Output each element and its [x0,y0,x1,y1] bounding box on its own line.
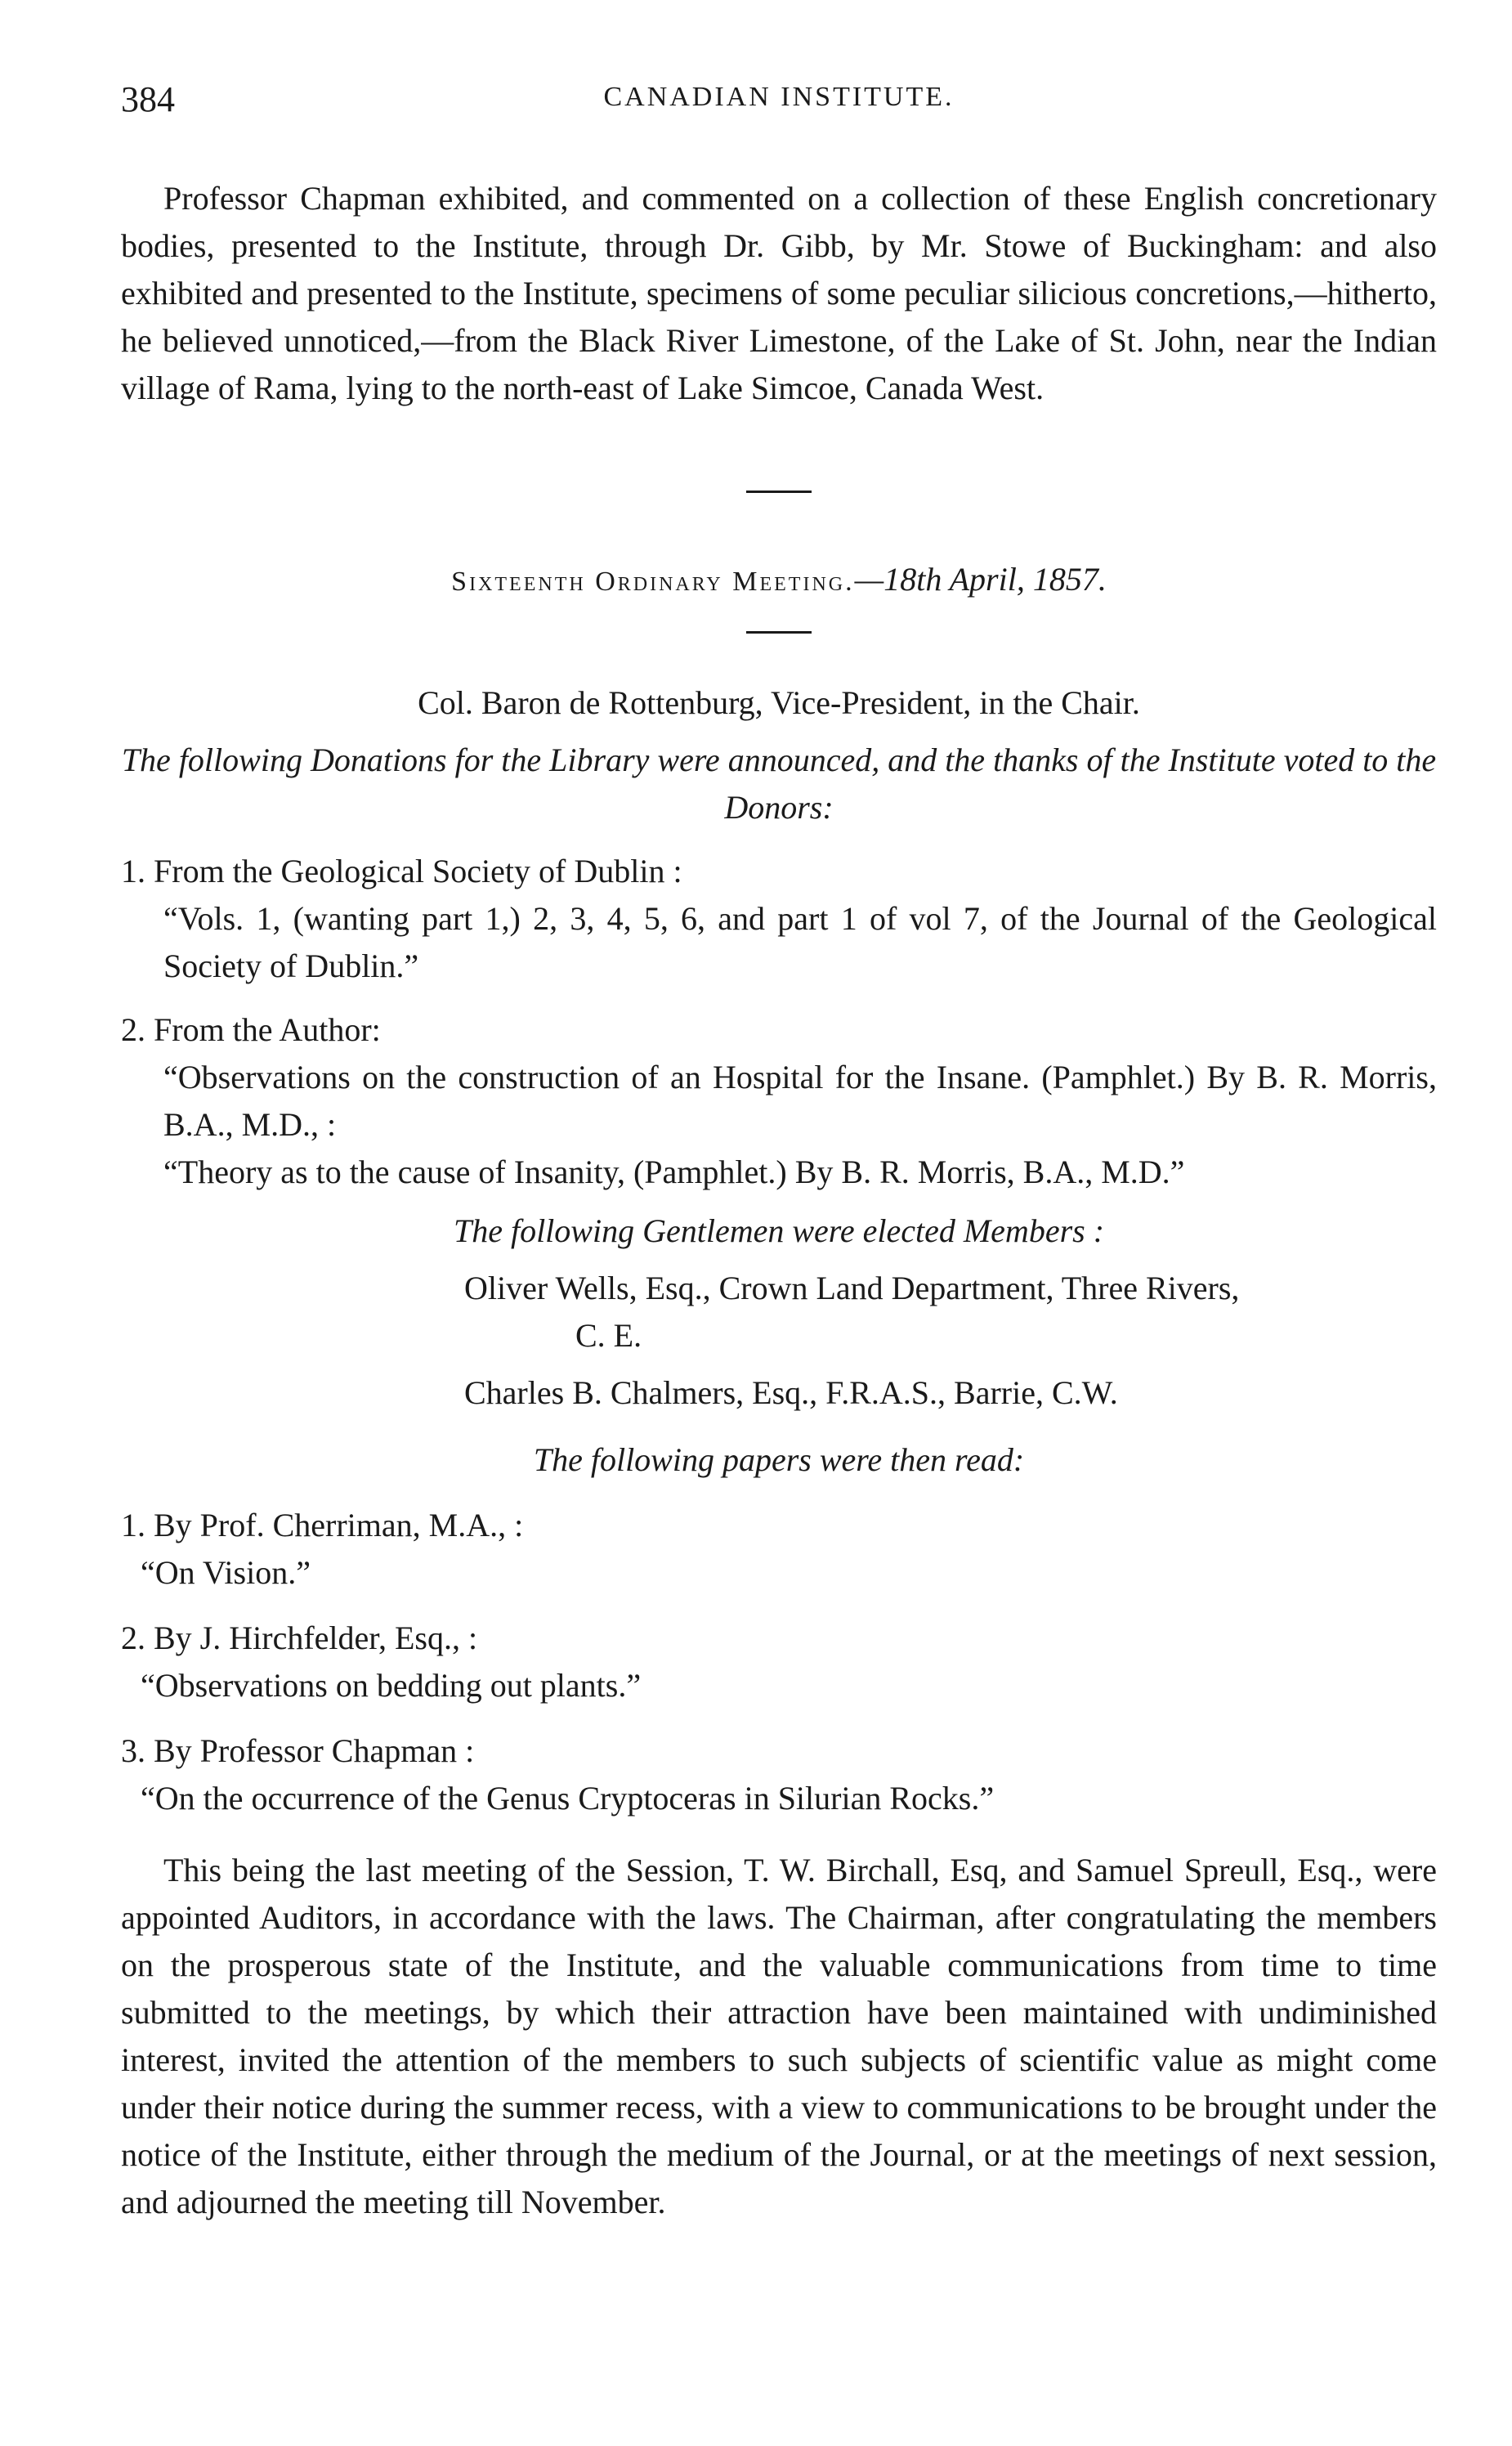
papers-intro: The following papers were then read: [533,1441,1025,1478]
paper-author-text: By Prof. Cherriman, M.A., : [154,1507,524,1543]
paper-number: 1. [121,1507,145,1543]
intro-paragraph: Professor Chapman exhibited, and commented on a collection of these English concretionary bodies, presented to the Institute, through Dr. Gibb, by Mr. Stowe of Buckingham: and also exhibited and presented to the Institute, specimens of some peculiar silicious concretions,—hitherto, he believed unnoticed,—from the Black River Limestone, of the Lake of St. John, near the Indian village of Rama, lying to the north-east of Lake Simcoe, Canada West. [121,180,1437,406]
members-intro: The following Gentlemen were elected Members : [453,1212,1105,1249]
donation-title: “Observations on the construction of an Hospital for the Insane. (Pamphlet.) By B. R. Morris, B.A., M.D., : [163,1059,1437,1143]
donations-intro: The following Donations for the Library were announced, and the thanks of the Institute voted to the Donors: [121,741,1437,826]
paper-item [121,1615,1437,1709]
paper-item [121,1502,1437,1597]
heading-divider [746,631,812,634]
donation-source-text: From the Geological Society of Dublin : [154,853,682,889]
paper-title: “On the occurrence of the Genus Cryptoceras in Silurian Rocks.” [141,1780,995,1817]
donation-source-text: From the Author: [154,1011,381,1048]
member-entry [464,1369,1437,1417]
paper-title: “On Vision.” [141,1554,311,1591]
meeting-date: —18th April, 1857. [854,561,1107,598]
chair-line: Col. Baron de Rottenburg, Vice-President, in the Chair. [418,684,1140,721]
paper-author-text: By J. Hirchfelder, Esq., : [154,1619,478,1656]
closing-paragraph: This being the last meeting of the Session, T. W. Birchall, Esq, and Samuel Spreull, Esq., were appointed Auditors, in accordance with the laws. The Chairman, after congratulating the members on the prosperous state of the Institute, and the valuable communications from time to time submitted to the meetings, by which their attraction have been maintained with undiminished interest, invited the attention of the members to such subjects of scientific value as might come under their notice during the summer recess, with a view to communications to be brought under the notice of the Institute, either through the medium of the Journal, or at the meetings of next session, and adjourned the meeting till November. [121,1852,1437,2220]
donation-number: 1. [121,853,145,889]
paper-author [121,1615,1437,1662]
paper-item [121,1727,1437,1822]
paper-author [121,1502,1437,1549]
donation-title: “Vols. 1, (wanting part 1,) 2, 3, 4, 5, 6, and part 1 of vol 7, of the Journal of the Geological Society of Dublin.” [163,900,1437,984]
donation-item [121,1006,1437,1196]
donation-number: 2. [121,1011,145,1048]
member-entry [464,1265,1437,1360]
meeting-heading [121,560,1437,598]
member-continuation: C. E. [575,1317,642,1354]
meeting-title: Sixteenth Ordinary Meeting. [451,567,855,597]
section-divider [746,491,812,493]
paper-author [121,1727,1437,1775]
running-title: CANADIAN INSTITUTE. [603,82,955,112]
page-number: 384 [121,79,175,119]
donation-source [121,1006,1437,1054]
document-page [121,78,1437,2226]
paper-title: “Observations on bedding out plants.” [141,1667,642,1704]
donation-item [121,848,1437,990]
paper-author-text: By Professor Chapman : [154,1732,475,1769]
donation-source [121,848,1437,895]
donation-title: “Theory as to the cause of Insanity, (Pamphlet.) By B. R. Morris, B.A., M.D.” [163,1154,1185,1190]
paper-number: 3. [121,1732,145,1769]
running-head [121,78,1437,128]
member-name: Charles B. Chalmers, Esq., F.R.A.S., Barrie, C.W. [464,1374,1118,1411]
member-name: Oliver Wells, Esq., Crown Land Department, Three Rivers, [464,1270,1240,1306]
paper-number: 2. [121,1619,145,1656]
